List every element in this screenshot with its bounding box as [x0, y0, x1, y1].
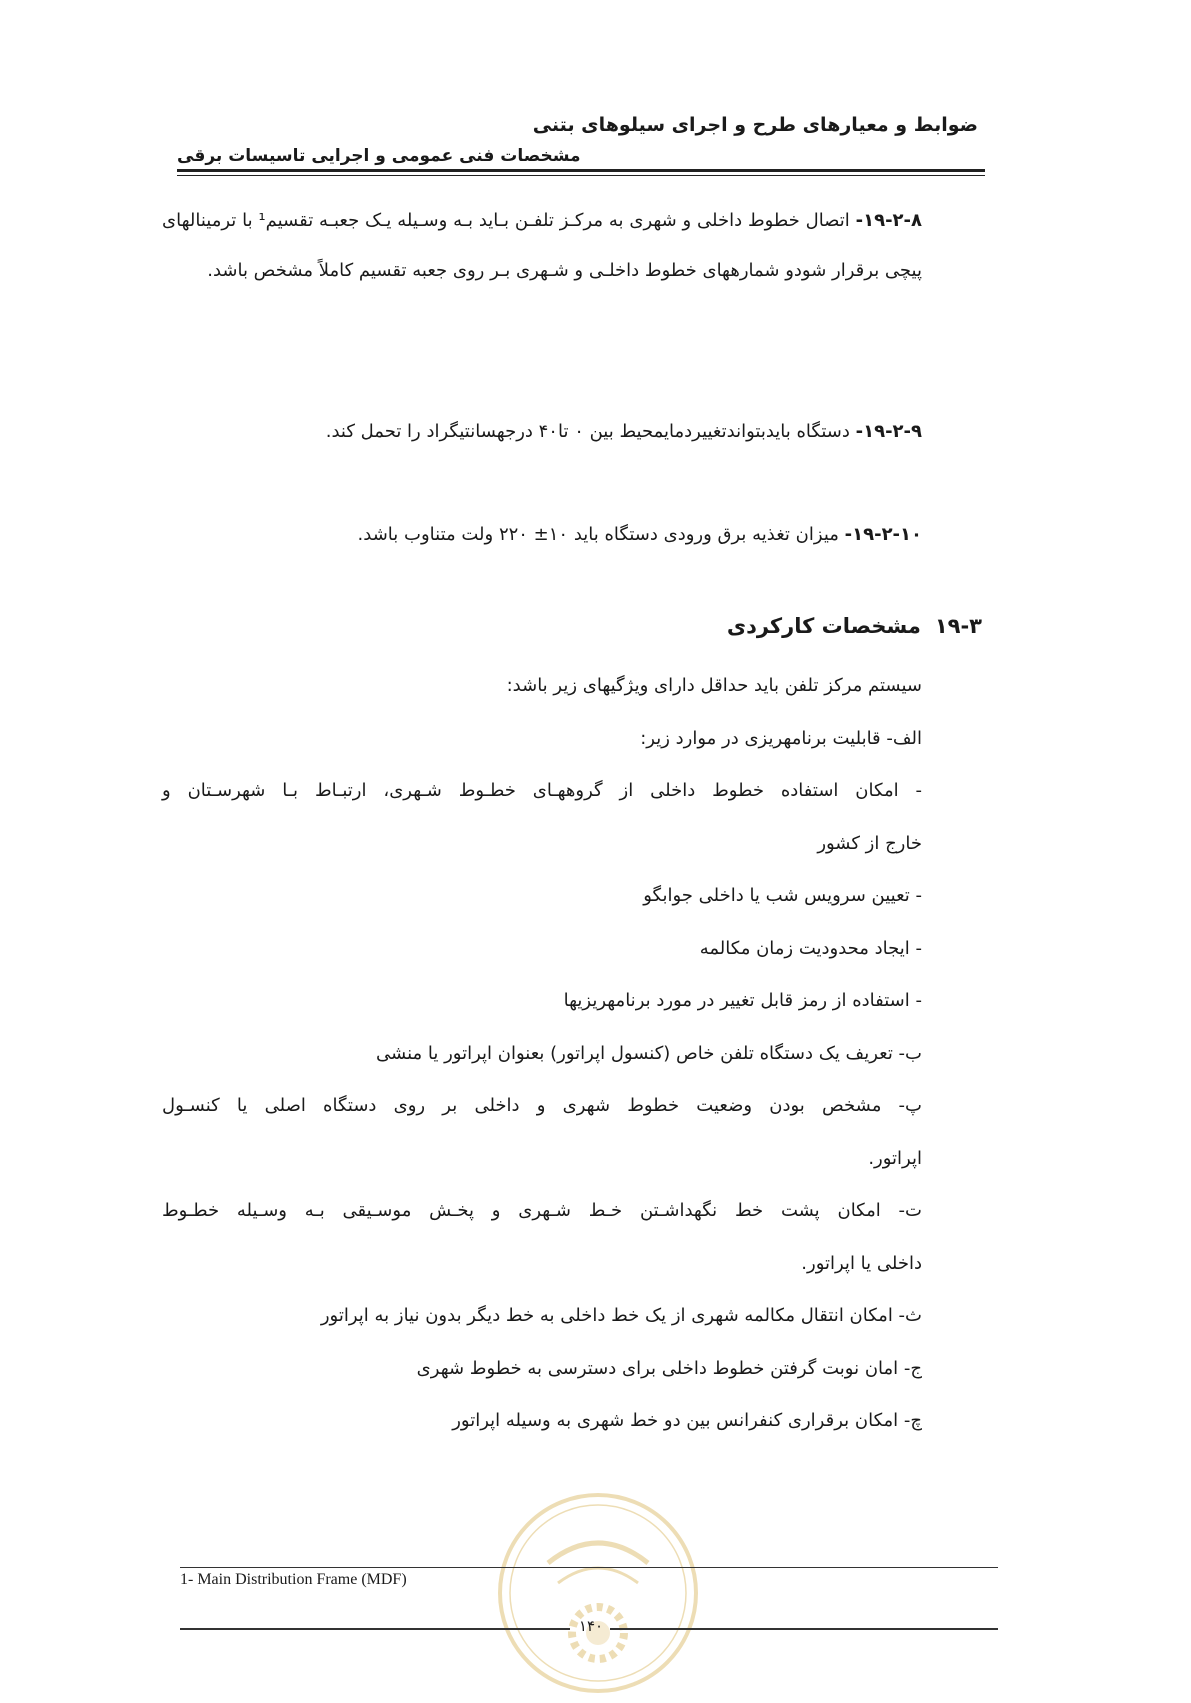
- clause-text: میزان تغذیه برق ورودی دستگاه باید ۱۰± ۲۲۰ ولت متناوب باشد.: [357, 524, 839, 545]
- section-heading: [727, 614, 982, 638]
- stamp-watermark-icon: [488, 1483, 708, 1703]
- body-line: ث- امکان انتقال مکالمه شهری از یک خط داخلی به خط دیگر بدون نیاز به اپراتور: [320, 1305, 922, 1326]
- section-title: مشخصات کارکردی: [726, 614, 921, 638]
- section-number: ۱۹-۳: [934, 614, 982, 638]
- body-line: داخلی یا اپراتور.: [801, 1252, 922, 1274]
- clause-text-line: اتصال خطوط داخلی و شهری به مرکـز تلفـن بـاید بـه وسـیله یـک جعبـه: [319, 210, 850, 231]
- body-line: سیستم مرکز تلفن باید حداقل دارای ویژگیهای زیر باشد:: [506, 675, 922, 696]
- clause-number: ۱۹-۲-۹-: [855, 421, 922, 442]
- section-body: [162, 660, 922, 1448]
- body-line: - استفاده از رمز قابل تغییر در مورد برنامهریزیها: [563, 990, 922, 1011]
- running-header-subtitle: مشخصات فنی عمومی و اجرایی تاسیسات برقی: [177, 146, 581, 166]
- body-line: - امکان استفاده خطوط داخلی از گروههـای خطـوط شـهری، ارتبـاط بـا شهرسـتان و: [162, 780, 922, 801]
- running-header-title: ضوابط و معیارهای طرح و اجرای سیلوهای بتنی: [532, 114, 978, 136]
- body-line: پ- مشخص بودن وضعیت خطوط شهری و داخلی بر روی دستگاه اصلی یا کنسـول: [162, 1095, 922, 1116]
- footnote-rule: [180, 1567, 998, 1568]
- clause-number: ۱۹-۲-۱۰-: [844, 524, 922, 545]
- clause-text: دستگاه بایدبتواندتغییردمایمحیط بین ۰ تا۴۰ درجهسانتیگراد را تحمل کند.: [325, 421, 850, 442]
- header-rule-thin: [177, 175, 985, 176]
- body-line: چ- امکان برقراری کنفرانس بین دو خط شهری به وسیله اپراتور: [452, 1410, 922, 1431]
- footnote: 1- Main Distribution Frame (MDF): [180, 1571, 407, 1588]
- clause-text-line: جعبه تقسیم کاملاً مشخص باشد.: [207, 260, 448, 281]
- footer-rule-left: [180, 1628, 570, 1630]
- clause-text-line: تقسیم¹ با ترمینالهای پیچی برقرار شودو شمارههای خطوط داخلـی و شـهری بـر روی: [162, 210, 922, 281]
- clause-10: [162, 510, 922, 560]
- clause-8: [162, 196, 922, 296]
- body-line: - تعیین سرویس شب یا داخلی جوابگو: [643, 885, 922, 906]
- body-line: الف- قابلیت برنامهریزی در موارد زیر:: [640, 727, 922, 749]
- body-line: اپراتور.: [868, 1147, 922, 1169]
- body-line: خارج از کشور: [817, 832, 922, 854]
- clause-9: [162, 407, 922, 457]
- body-line: ب- تعریف یک دستگاه تلفن خاص (کنسول اپراتور) بعنوان اپراتور یا منشی: [376, 1042, 922, 1064]
- page-number: ۱۴۰: [578, 1617, 604, 1635]
- header-rule-thick: [177, 169, 985, 172]
- footer-rule-right: [610, 1628, 998, 1630]
- clause-number: ۱۹-۲-۸-: [855, 210, 922, 231]
- body-line: ت- امکان پشت خط نگهداشـتن خـط شـهری و پخـش موسـیقی بـه وسـیله خطـوط: [162, 1200, 922, 1221]
- body-line: ج- امان نوبت گرفتن خطوط داخلی برای دسترسی به خطوط شهری: [416, 1357, 922, 1379]
- body-line: - ایجاد محدودیت زمان مکالمه: [699, 937, 922, 959]
